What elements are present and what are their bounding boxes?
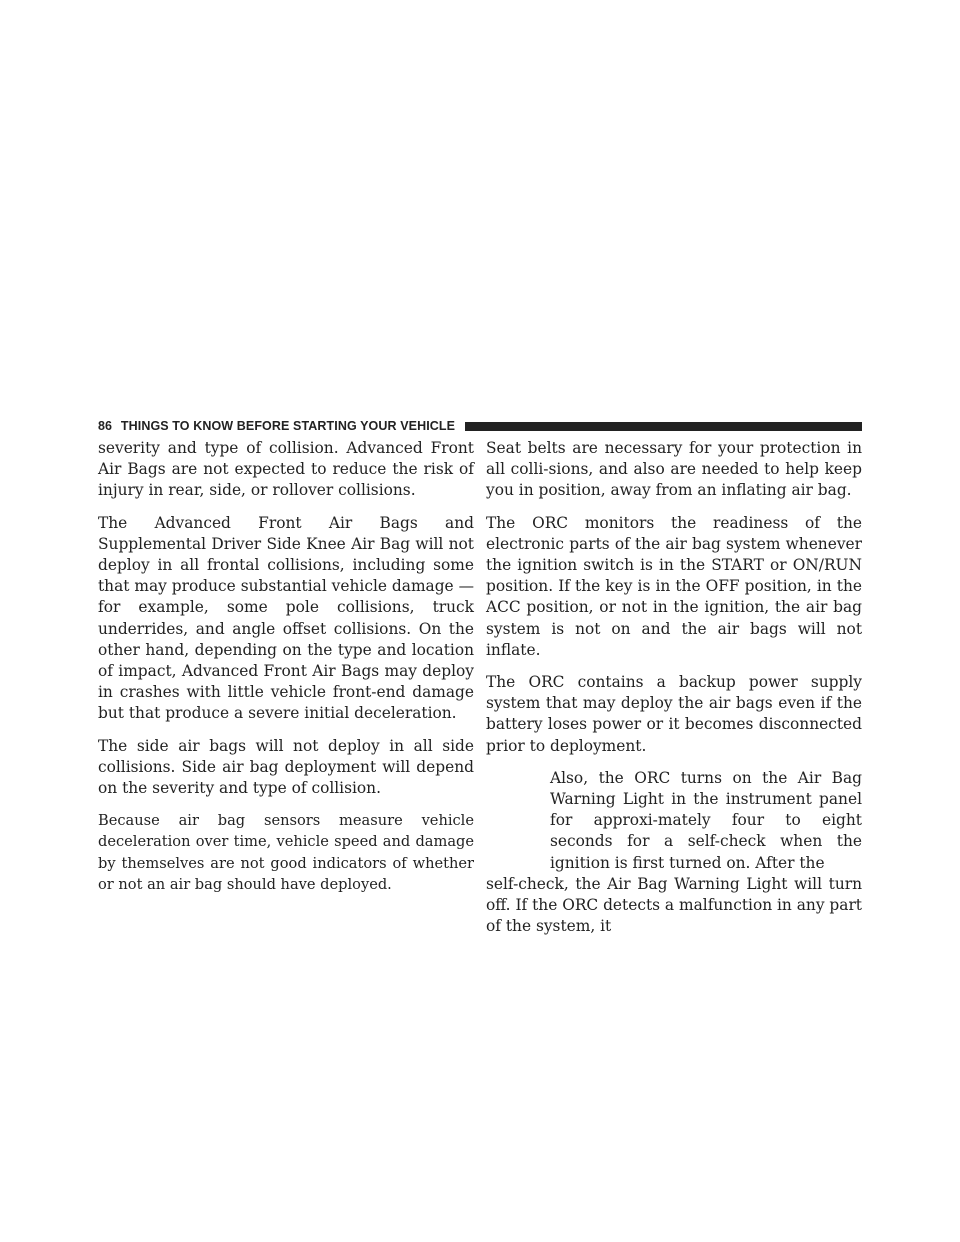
- paragraph: The side air bags will not deploy in all side collisions. Side air bag deployment will depend on the severity and type of collision.: [98, 736, 474, 798]
- paragraph-continuation: self-check, the Air Bag Warning Light will turn off. If the ORC detects a malfunction in any part of the system, it: [486, 874, 862, 936]
- page-number: 86: [98, 419, 112, 433]
- header-rule: [465, 422, 862, 431]
- right-column: [486, 438, 862, 937]
- page-header: [98, 418, 862, 434]
- left-column: [98, 438, 474, 906]
- paragraph: The ORC monitors the readiness of the electronic parts of the air bag system whenever the ignition switch is in the START or ON/RUN position. If the key is in the OFF position, in the ACC position, or not in the ignition, the air bag system is not on and the air bags will not inflate.: [486, 513, 862, 659]
- paragraph: The Advanced Front Air Bags and Supplemental Driver Side Knee Air Bag will not deploy in all frontal collisions, including some that may produce substantial vehicle damage — for example, some pole collisions, truck underrides, and angle offset collisions. On the other hand, depending on the type and location of impact, Advanced Front Air Bags may deploy in crashes with little vehicle front-end damage but that produce a severe initial deceleration.: [98, 513, 474, 723]
- paragraph: Seat belts are necessary for your protection in all colli-sions, and also are needed to help keep you in position, away from an inflating air bag.: [486, 439, 862, 500]
- paragraph: Because air bag sensors measure vehicle deceleration over time, vehicle speed and damage by themselves are not good indicators of whether or not an air bag should have deployed.: [98, 812, 474, 893]
- indented-text: Also, the ORC turns on the Air Bag Warning Light in the instrument panel for approxi-mately four to eight seconds for a self-check when the ignition is first turned on. After the: [550, 768, 862, 872]
- section-title: THINGS TO KNOW BEFORE STARTING YOUR VEHICLE: [120, 419, 456, 433]
- indented-paragraph: [486, 768, 862, 938]
- paragraph: severity and type of collision. Advanced Front Air Bags are not expected to reduce the risk of injury in rear, side, or rollover collisions.: [98, 439, 474, 500]
- paragraph: The ORC contains a backup power supply system that may deploy the air bags even if the battery loses power or it becomes disconnected prior to deployment.: [486, 673, 862, 755]
